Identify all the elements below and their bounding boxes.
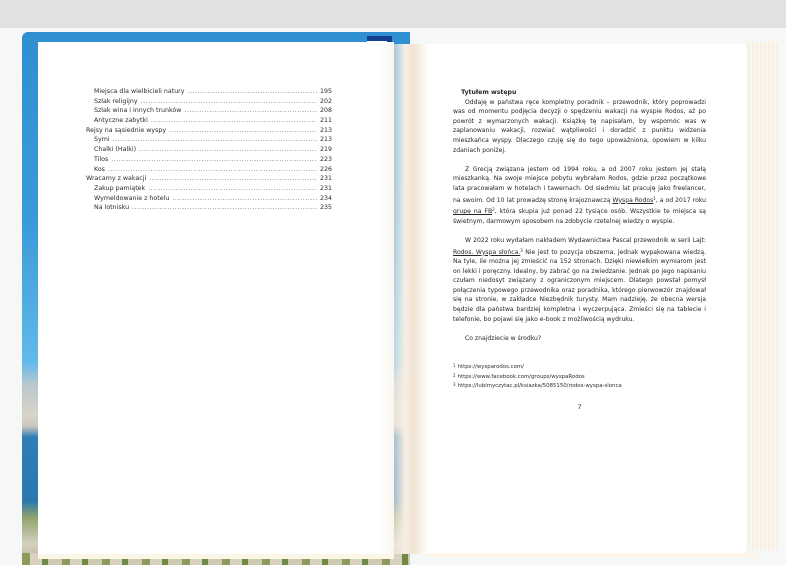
toc-entry-title: Chalki (Halki) xyxy=(94,146,137,154)
footnote-number: 3 xyxy=(453,382,456,388)
intro-paragraph-3 xyxy=(453,236,706,324)
toc-entry[interactable] xyxy=(86,97,332,107)
toc-entry-title: Antyczne zabytki xyxy=(94,117,148,125)
intro-paragraph-1: Oddaję w państwa ręce kompletny poradnik – przewodnik, który poprowadzi was od momentu podjęcia decyzji o spędzeniu wakacji na wyspie Rodos, aż po powrót z wymarzonych wakacji. Książkę tę napisałam, by wspomóc was w zaplanowaniu wakacji, rozwiać wątpliwości i doradzić z punktu widzenia mieszkańca wyspy. Dlaczego czuję się do tego upoważniona, opowiem w kilku zdaniach poniżej. xyxy=(453,98,706,154)
paragraph-text: Nie jest to pozycja obszerna, jednak wypakowana wiedzą. Na tyle, ile można jej zmieścić na 152 stronach. Dzięki niewielkim wymiarom jest on lekki i poręczny. Idealny, by zabrać go na zwiedzanie. Jednak po jego napisaniu czułam niedosyt związany z ograniczonym miejscem. Dlatego powstał pomysł połączenia typowego przewodnika oraz poradnika, którego pierwowzór znajdował się na stronie, w zakładce Niezbędnik turysty. Mam nadzieję, że obecna wersja będzie dla państwa bardziej kompletna i wyczerpująca. Zmieści się na tablecie i telefonie, bo pojawi się jako e-book z możliwością wydruku. xyxy=(453,248,706,323)
footnote xyxy=(453,372,706,381)
toc-entry-page: 213 xyxy=(319,126,332,134)
toc-leader-dots xyxy=(172,194,317,204)
left-page-edge xyxy=(38,554,394,559)
footnote-number: 2 xyxy=(453,372,456,378)
toc-entry-page: 235 xyxy=(319,204,332,212)
toc-leader-dots xyxy=(139,145,317,155)
footnote-url[interactable]: https://www.facebook.com/groups/wyspaRodos xyxy=(457,373,585,380)
toc-entry-title: Na lotnisku xyxy=(94,204,130,212)
toc-entry-title: Tilos xyxy=(94,155,109,163)
footnote-ref: 3 xyxy=(520,247,523,253)
book-spine-gutter xyxy=(378,44,428,554)
toc-entry-title: Kos xyxy=(94,165,105,173)
toc-entry[interactable] xyxy=(86,194,332,204)
footnote-number: 1 xyxy=(453,363,456,369)
toc-entry-title: Symi xyxy=(94,136,110,144)
toc-leader-dots xyxy=(169,126,317,136)
viewer-toolbar xyxy=(0,0,786,28)
link-fb-group[interactable]: grupę na FB xyxy=(453,208,493,216)
toc-entry[interactable] xyxy=(86,116,332,126)
intro-paragraph-2 xyxy=(453,165,706,227)
table-of-contents xyxy=(86,87,332,213)
toc-leader-dots xyxy=(148,184,317,194)
paragraph-text: Z Grecją związana jestem od 1994 roku, a od 2007 roku jestem jej stałą mieszkanką. Na swoje miejsce pobytu wybrałam Rodos, gdzie przez początkowe lata pracowałam w hotelach i tawernach. Od siedmiu lat pracuję jako freelancer, na swoim. Od 10 lat prowadzę stronę krajoznawczą xyxy=(453,165,706,204)
footnote-ref: 1 xyxy=(653,195,656,201)
toc-entry-title: Miejsca dla wielbicieli natury xyxy=(94,88,185,95)
toc-entry[interactable] xyxy=(86,135,332,145)
link-wyspa-rodos[interactable]: Wyspa Rodos xyxy=(612,196,654,204)
right-page-edge xyxy=(428,553,758,557)
toc-leader-dots xyxy=(132,203,317,213)
page-number: 7 xyxy=(577,402,582,411)
toc-entry-title: Rejsy na sąsiednie wyspy xyxy=(86,126,167,134)
paragraph-text: , a od 2017 roku xyxy=(655,196,707,204)
toc-entry[interactable] xyxy=(86,106,332,116)
footnote-ref: 2 xyxy=(492,207,495,213)
footnote xyxy=(453,381,706,390)
toc-entry-page: 213 xyxy=(319,136,332,144)
toc-entry[interactable] xyxy=(86,174,332,184)
footnote-url[interactable]: https://wysparodos.com/ xyxy=(457,364,524,371)
paragraph-text: W 2022 roku wydałam nakładem Wydawnictwa Pascal przewodnik w serii Lajt: xyxy=(465,236,706,244)
toc-entry-page: 202 xyxy=(319,97,332,105)
toc-entry[interactable] xyxy=(86,87,332,97)
toc-entry-page: 231 xyxy=(319,184,332,192)
link-rodos-wyspa-slonca[interactable]: Rodos. Wyspa słońca. xyxy=(453,248,521,256)
toc-entry[interactable] xyxy=(86,203,332,213)
toc-leader-dots xyxy=(113,135,317,145)
toc-entry-page: 211 xyxy=(319,117,332,125)
toc-leader-dots xyxy=(111,155,317,165)
footnotes xyxy=(453,362,706,390)
toc-entry-page: 234 xyxy=(319,194,332,202)
toc-entry-title: Wracamy z wakacji xyxy=(86,175,147,183)
intro-text xyxy=(453,88,706,412)
toc-entry-title: Zakup pamiątek xyxy=(94,184,146,192)
toc-entry-page: 231 xyxy=(319,175,332,183)
toc-entry[interactable] xyxy=(86,165,332,175)
toc-entry-page: 223 xyxy=(319,155,332,163)
footnote xyxy=(453,362,706,371)
toc-entry-page: 208 xyxy=(319,107,332,115)
footnote-url[interactable]: https://lubimyczytac.pl/ksiazka/5085150/rodos-wyspa-slonca xyxy=(457,383,622,390)
toc-entry-title: Szlak wina i innych trunków xyxy=(94,107,182,115)
toc-leader-dots xyxy=(149,174,317,184)
toc-entry-page: 195 xyxy=(319,88,332,95)
toc-entry[interactable] xyxy=(86,145,332,155)
toc-entry-page: 226 xyxy=(319,165,332,173)
toc-entry[interactable] xyxy=(86,155,332,165)
toc-entry-title: Szlak religijny xyxy=(94,97,138,105)
toc-leader-dots xyxy=(151,116,317,126)
toc-entry-title: Wymeldowanie z hotelu xyxy=(94,194,170,202)
intro-question: Co znajdziecie w środku? xyxy=(465,334,542,342)
page-stack-edge xyxy=(748,42,780,550)
toc-leader-dots xyxy=(108,165,317,175)
toc-leader-dots xyxy=(188,87,317,97)
toc-entry[interactable] xyxy=(86,184,332,194)
toc-entry-page: 219 xyxy=(319,146,332,154)
toc-entry[interactable] xyxy=(86,126,332,136)
paragraph-text: , która skupia już ponad 22 tysiące osób. Wszystkie te miejsca są świetnym, darmowym sposobem na zdobycie rzetelnej wiedzy o wyspie. xyxy=(453,208,706,225)
intro-heading: Tytułem wstępu xyxy=(461,89,517,96)
toc-leader-dots xyxy=(184,106,317,116)
toc-leader-dots xyxy=(141,97,317,107)
